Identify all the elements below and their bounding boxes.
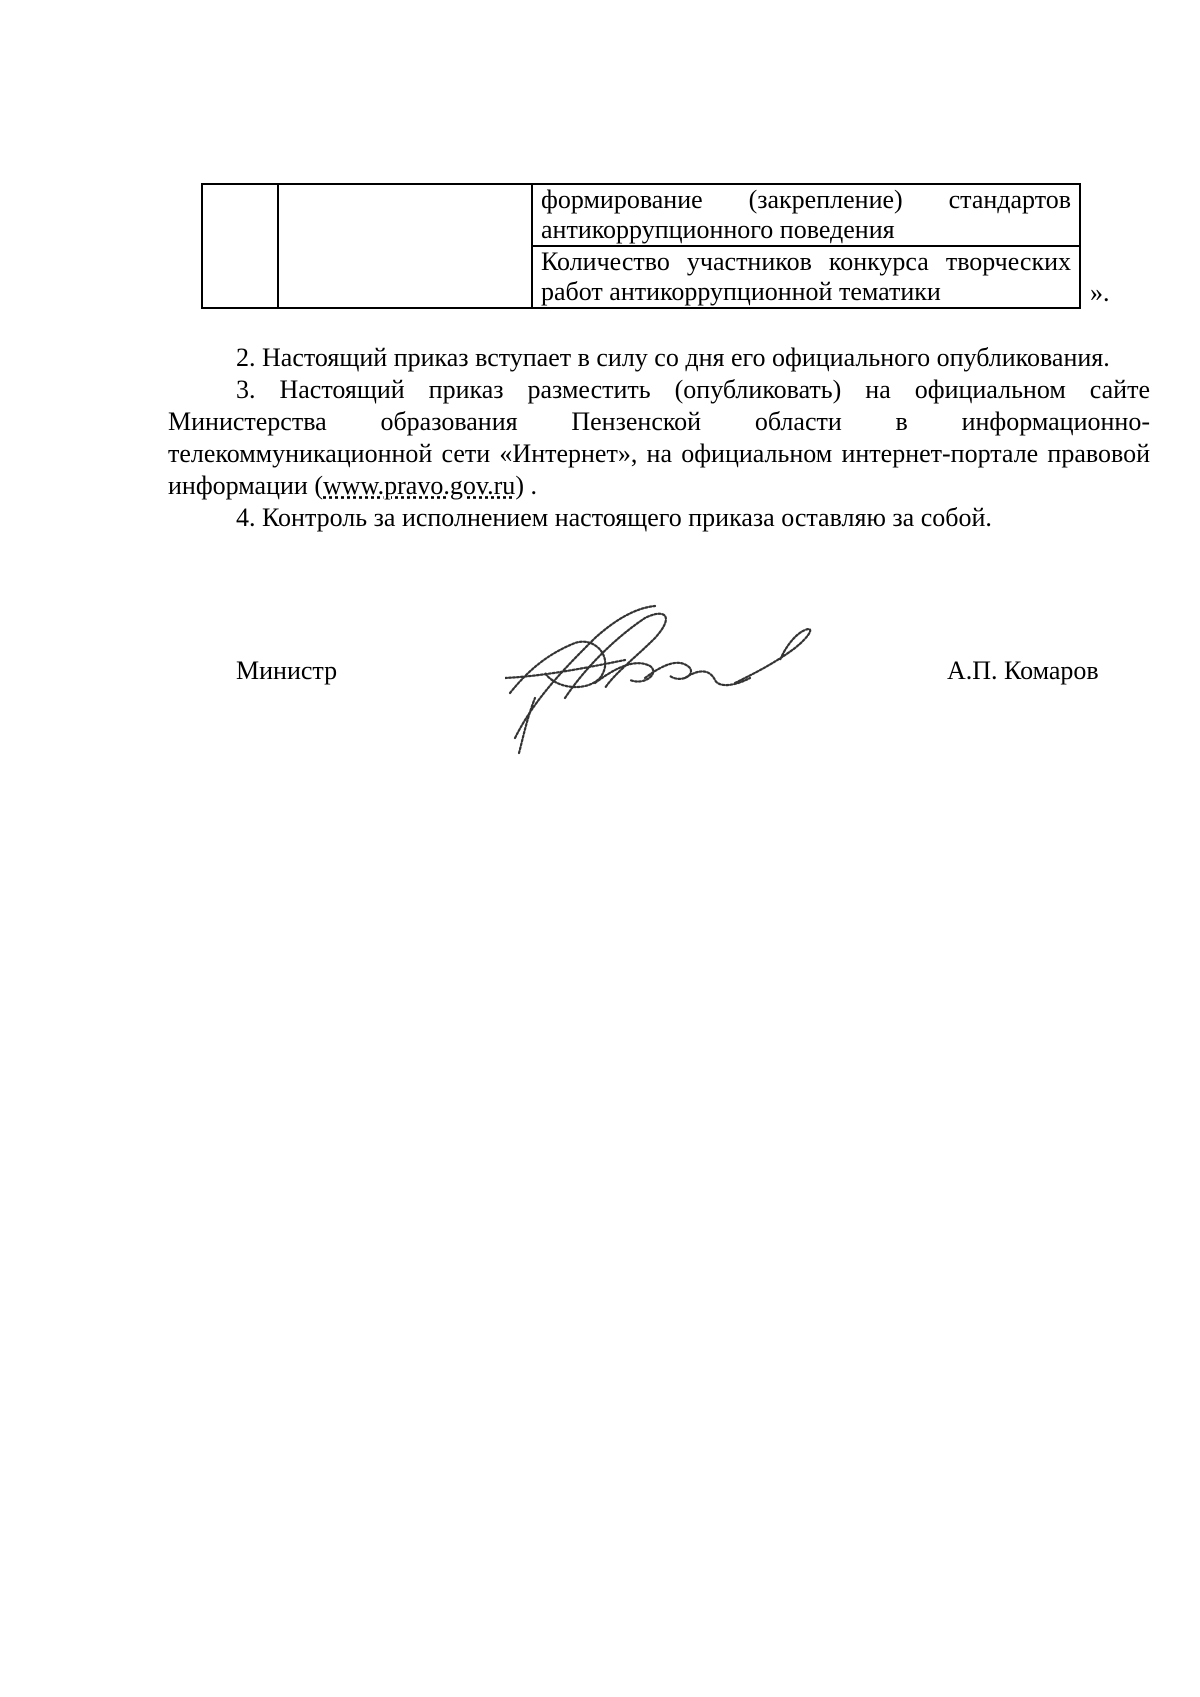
table-row	[202, 184, 1080, 246]
pravo-link[interactable]: www.pravo.gov.ru	[323, 471, 516, 500]
paragraph-3-tail: ) .	[515, 471, 537, 500]
indicator-text: формирование (закрепление) стандартов антикоррупционного поведения	[541, 185, 1071, 244]
closing-quote-mark: ».	[1090, 278, 1110, 307]
table-cell-number	[202, 184, 278, 308]
table-cell-name	[278, 184, 532, 308]
paragraph-3	[168, 374, 1150, 502]
paragraph-4: 4. Контроль за исполнением настоящего приказа оставляю за собой.	[236, 503, 992, 532]
table-cell-indicator	[532, 246, 1080, 308]
signatory-role: Министр	[236, 656, 338, 685]
paragraph-2: 2. Настоящий приказ вступает в силу со дня его официального опубликования.	[236, 343, 1110, 372]
paragraph-3-text: 3. Настоящий приказ разместить (опубликовать) на официальном сайте Министерства образования Пензенской области в информационно-телекоммуникационной сети «Интернет», на официальном интернет-портале правовой информации (	[168, 375, 1150, 500]
indicator-text: Количество участников конкурса творческих работ антикоррупционной тематики	[541, 247, 1071, 306]
table-continuation	[201, 183, 1081, 309]
order-body	[168, 342, 1150, 534]
table-cell-indicator	[532, 184, 1080, 246]
handwritten-signature	[505, 598, 845, 758]
signatory-name: А.П. Комаров	[947, 656, 1099, 685]
